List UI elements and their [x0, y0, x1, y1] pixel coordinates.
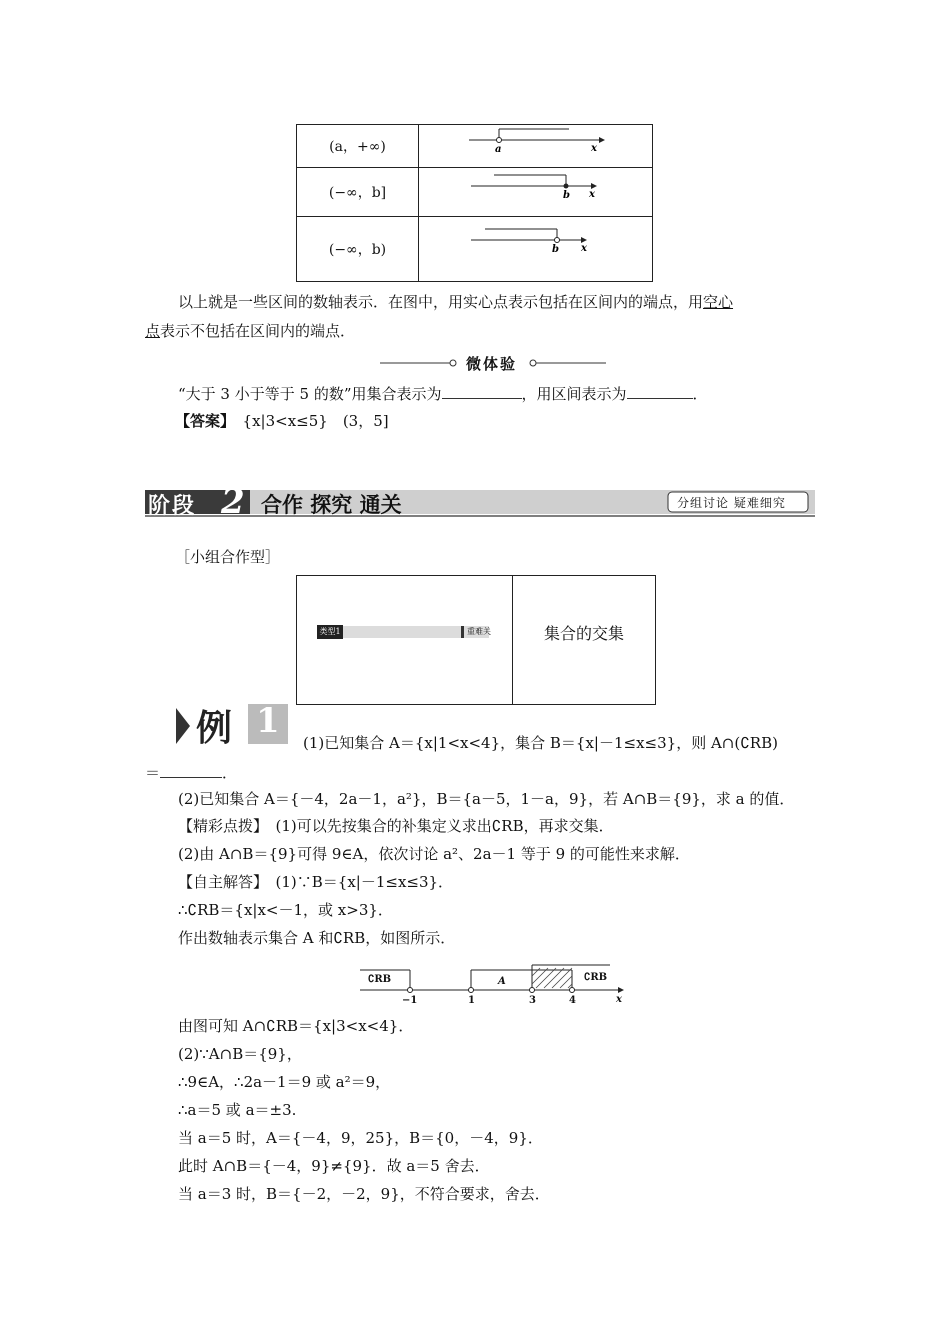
tick-label: 3 [529, 995, 536, 1006]
svg-text:b: b [552, 244, 559, 255]
svg-text:x: x [591, 143, 597, 154]
svg-text:b: b [563, 190, 570, 201]
body-line: (1)已知集合 A＝{x|1<x<4}，集合 B＝{x|－1≤x≤3}，则 A∩(∁RB) [303, 734, 778, 752]
interval-cell: (a，+∞) [297, 125, 419, 168]
body-line: 由图可知 A∩∁RB＝{x|3<x<4}． [178, 1017, 414, 1035]
answer-blank [442, 384, 522, 399]
body-line: ∴∁RB＝{x|x<－1，或 x>3}． [178, 901, 393, 919]
type-title: 集合的交集 [543, 624, 624, 643]
paragraph-line-1: 以上就是一些区间的数轴表示．在图中，用实心点表示包括在区间内的端点，用空心 [178, 293, 734, 311]
crb-right-label: ∁RB [584, 972, 608, 983]
number-line-minus-inf-b-open [419, 217, 652, 277]
tick-label: 1 [468, 995, 475, 1006]
svg-text:x: x [589, 189, 595, 200]
body-line: (2)由 A∩B＝{9}可得 9∈A，依次讨论 a²、2a－1 等于 9 的可能性来求解． [178, 845, 690, 863]
stage-tag: 分组讨论 疑难细究 [677, 496, 786, 510]
type-badge: 类型1 [317, 625, 343, 639]
svg-text:a: a [495, 144, 502, 155]
body-line: (2)已知集合 A＝{－4，2a－1，a²}，B＝{a－5，1－a，9}，若 A∩B＝{9}，求 a 的值． [178, 790, 795, 808]
body-line: 【自主解答】 (1)∵B＝{x|－1≤x≤3}． [178, 873, 454, 891]
interval-table [296, 124, 653, 282]
type-tag: 重难关 [467, 627, 491, 636]
interval-cell: (−∞，b] [297, 168, 419, 217]
micro-title: 微体验 [466, 355, 518, 373]
answer-line: 【答案】 {x|3<x≤5} (3，5] [175, 412, 389, 430]
tick-label: 4 [569, 995, 576, 1006]
number-line-cell [419, 125, 653, 168]
body-line: 【精彩点拨】 (1)可以先按集合的补集定义求出∁RB，再求交集． [178, 817, 614, 835]
body-line: ∴9∈A，∴2a－1＝9 或 a²＝9， [178, 1073, 391, 1091]
number-line-cell [419, 217, 653, 282]
number-line-cell [419, 168, 653, 217]
stage-prefix: 阶段 [148, 493, 197, 519]
paragraph-line-2: 点表示不包括在区间内的端点． [145, 322, 356, 340]
stage-title: 合作 探究 通关 [261, 492, 402, 517]
svg-text:x: x [581, 243, 587, 254]
a-label: A [498, 976, 506, 987]
body-line: 当 a＝5 时，A＝{－4，9，25}，B＝{0，－4，9}． [178, 1129, 543, 1147]
body-line: ＝ ． [145, 764, 238, 782]
number-line-a-plus-inf [419, 125, 652, 163]
number-line-figure [360, 962, 630, 1008]
stage-banner [145, 482, 815, 522]
axis-label: x [616, 994, 622, 1005]
body-line: 当 a＝3 时，B＝{－2，－2，9}，不符合要求，舍去． [178, 1185, 550, 1203]
body-line: ∴a＝5 或 a＝±3. [178, 1101, 297, 1119]
crb-left-label: ∁RB [368, 974, 392, 985]
question-line: “大于 3 小于等于 5 的数”用集合表示为 ，用区间表示为 ． [178, 385, 708, 403]
number-line-minus-inf-b-closed [419, 168, 652, 212]
type-box [296, 575, 656, 705]
stage-number: 2 [221, 482, 245, 522]
example-label [176, 701, 288, 749]
example-char: 例 [196, 707, 233, 749]
interval-cell: (−∞，b) [297, 217, 419, 282]
answer-blank [627, 384, 693, 399]
micro-experience-divider [380, 353, 606, 373]
body-line: 此时 A∩B＝{－4，9}≠{9}．故 a＝5 舍去． [178, 1157, 490, 1175]
example-number: 1 [256, 701, 280, 741]
body-line: 作出数轴表示集合 A 和∁RB，如图所示． [178, 929, 456, 947]
tick-label: −1 [402, 995, 418, 1006]
body-line: (2)∵A∩B＝{9}， [178, 1045, 302, 1063]
group-type-label: ［小组合作型］ [175, 548, 281, 566]
